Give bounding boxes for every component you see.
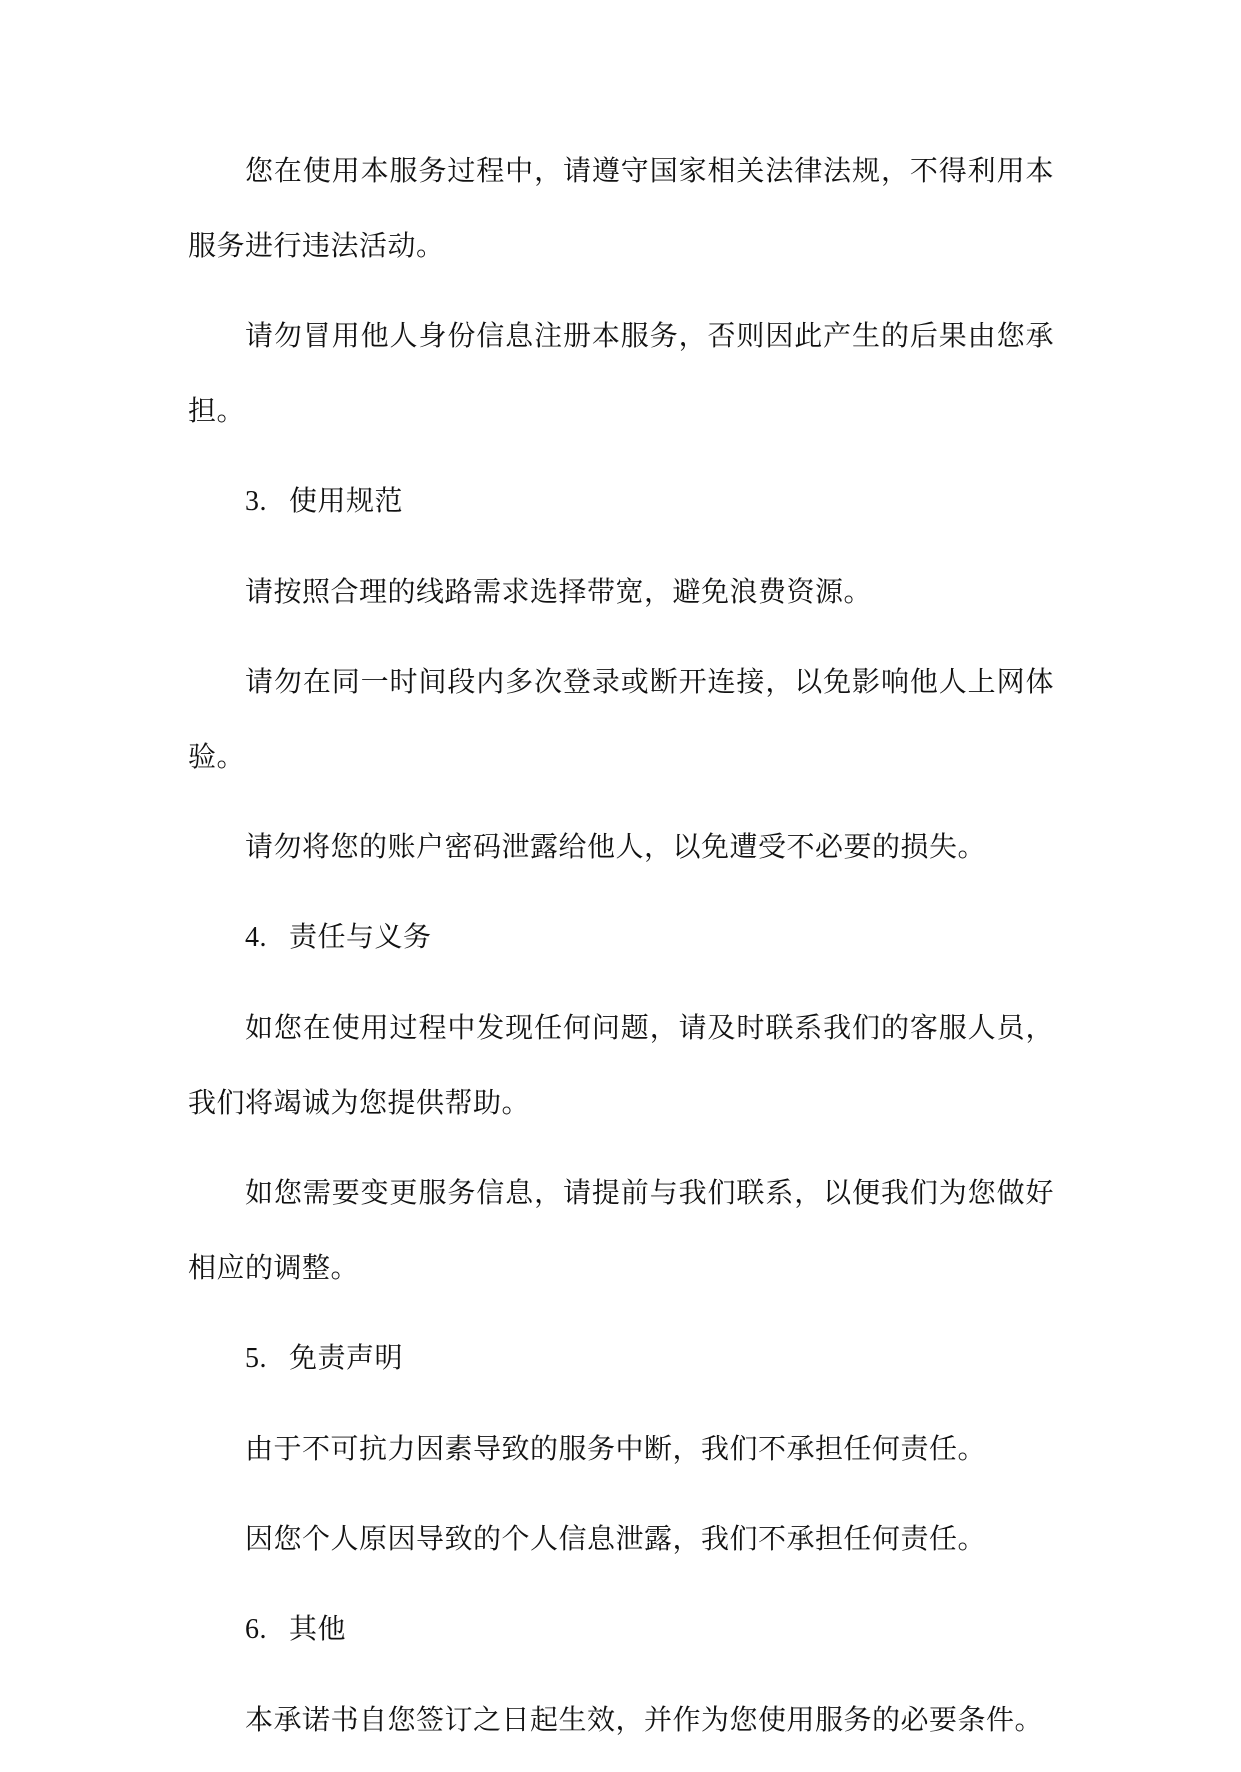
- section-number: 3.: [245, 486, 267, 517]
- section-heading-responsibility: [188, 899, 1054, 975]
- section-title: 免责声明: [289, 1341, 404, 1374]
- paragraph-contact-support: 如您在使用过程中发现任何问题，请及时联系我们的客服人员，我们将竭诚为您提供帮助。: [188, 1011, 1054, 1119]
- paragraph-legal-compliance: 您在使用本服务过程中，请遵守国家相关法律法规，不得利用本服务进行违法活动。: [188, 154, 1054, 262]
- paragraph-password-safety: 请勿将您的账户密码泄露给他人，以免遭受不必要的损失。: [245, 830, 987, 863]
- paragraph-personal-leak: 因您个人原因导致的个人信息泄露，我们不承担任何责任。: [245, 1522, 987, 1555]
- paragraph-login-frequency: 请勿在同一时间段内多次登录或断开连接，以免影响他人上网体验。: [188, 665, 1054, 773]
- paragraph-effective-date: 本承诺书自您签订之日起生效，并作为您使用服务的必要条件。: [245, 1703, 1044, 1736]
- section-number: 6.: [245, 1614, 267, 1645]
- section-heading-disclaimer: [188, 1320, 1054, 1396]
- section-title: 责任与义务: [289, 920, 432, 953]
- section-number: 5.: [245, 1343, 267, 1374]
- paragraph-identity-misuse: 请勿冒用他人身份信息注册本服务，否则因此产生的后果由您承担。: [188, 319, 1054, 427]
- document-body: [188, 133, 1054, 1772]
- section-number: 4.: [245, 922, 267, 953]
- paragraph-service-change: 如您需要变更服务信息，请提前与我们联系，以便我们为您做好相应的调整。: [188, 1176, 1054, 1284]
- paragraph-bandwidth: 请按照合理的线路需求选择带宽，避免浪费资源。: [245, 575, 873, 608]
- section-title: 使用规范: [289, 484, 404, 517]
- section-heading-other: [188, 1591, 1054, 1667]
- section-heading-usage-rules: [188, 463, 1054, 539]
- paragraph-force-majeure: 由于不可抗力因素导致的服务中断，我们不承担任何责任。: [245, 1432, 987, 1465]
- section-title: 其他: [289, 1612, 347, 1645]
